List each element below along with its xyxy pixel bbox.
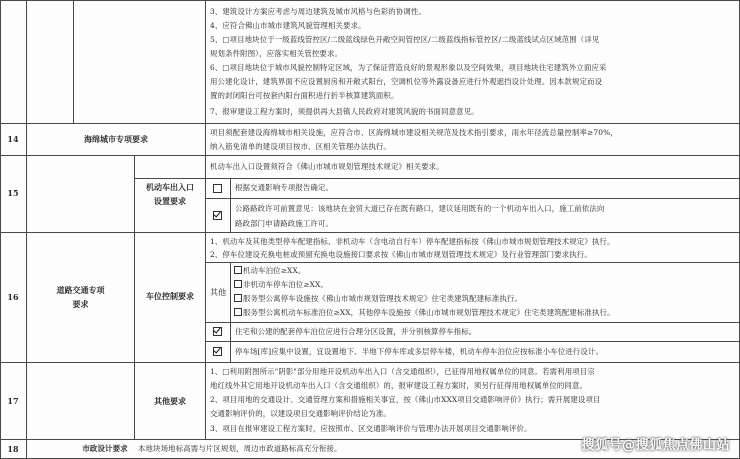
requirement-line: 2、停车位建设充换电桩或预留充换电设施接口要求按《佛山市城市规划管理技术规定》及行业管理部门要求执行。 <box>210 250 592 259</box>
option-checkbox-checked[interactable] <box>213 327 222 336</box>
other-item: 机动车泊位≥XX。 <box>234 265 305 276</box>
grid-line <box>205 198 740 199</box>
requirement-line: 地红线外其它用地开设机动车出入口（含交通组织）的，报审建设工程方案时，须另行征得用地权属单位的同意。 <box>210 381 588 390</box>
grid-line <box>0 0 1 459</box>
requirement-line: 5、□项目地块位于一级蓝线管控区/二级蓝线绿色开敞空间管控区/二级蓝线指标管控区/二级蓝线试点区域范围（详见 <box>210 35 600 44</box>
option-checkbox-checked[interactable] <box>213 347 222 356</box>
option-text: 路政部门申请路政施工许可。 <box>235 219 334 228</box>
requirement-line: 3、项目在报审建设工程方案时，应按照市、区交通影响评价与管理办法开展项目交通影响评价。 <box>210 424 532 433</box>
grid-line <box>0 362 740 363</box>
requirement-line: 6、□项目地块位于城市风貌控制特定区域，为了保证营造良好的景观形象以及空间效果，项目地块住宅建筑外立面应采 <box>210 63 607 72</box>
requirement-line: 交通影响评价的，以建设项目交通影响评价结论为准。 <box>210 409 391 418</box>
other-item: 非机动车停车泊位≥XX。 <box>234 279 328 290</box>
row-number: 14 <box>7 134 19 144</box>
option-text: 根据交通影响专项报告确定。 <box>235 183 334 192</box>
row-number: 18 <box>7 444 19 454</box>
watermark: 搜狐号@搜狐焦点佛山站 <box>581 438 730 453</box>
other-item: 服务型公寓机动车标准泊位≥XX，其他停车设施按《佛山市城市规划管理技术规定》住宅类建筑配建标准执行。 <box>234 307 615 318</box>
option-checkbox-checked[interactable] <box>213 211 222 220</box>
requirement-line: 2、项目用地的交通设计、交通管理方案和措施相关事宜，按《佛山市XXX项目交通影响评价》执行；需开展建设项目 <box>210 395 601 404</box>
requirement-line: 纳入筋免清单的建设项目按市、区相关管理办法执行。 <box>210 142 391 151</box>
grid-line <box>26 0 27 459</box>
grid-line <box>0 232 740 233</box>
sub-category-label: 机动车出入口 <box>146 182 194 192</box>
grid-line <box>0 155 740 156</box>
other-label: 其他 <box>210 288 227 297</box>
row-number: 17 <box>7 396 19 406</box>
other-item: 服务型公寓停车设施按《佛山市城市规划管理技术规定》住宅类建筑配建标准执行。 <box>234 293 522 304</box>
requirement-line: 3、建筑设计方案应考虑与周边建筑及城市风格与色彩的协调性。 <box>210 7 426 16</box>
requirement-line: 4、应符合佛山市城市建筑风貌管理相关要求。 <box>210 21 366 30</box>
requirement-line: 规划条件附图），应落实相关管控要求。 <box>210 49 343 58</box>
requirement-line: 本地块场地标高需与片区规划，周边市政道路标高充分衔接。 <box>138 444 342 453</box>
requirement-line: 1、机动车及其他类型停车配建指标、非机动车（含电动自行车）停车配建指标按《佛山市城市规划管理技术规定》执行。 <box>210 237 615 246</box>
requirement-line: 用公建化设计，建筑界面不应设置厨房和开敞式阳台，空调机位等外露设备应进行外观遮挡设计处理。因本款规定而设 <box>210 77 603 86</box>
option-text: 公路路政许可前置意见：该地块在金贸大道已存在既有路口，建议延用既有的一个机动车出入口，施工前依法向 <box>235 204 605 213</box>
grid-line <box>73 0 74 123</box>
grid-line <box>134 178 740 179</box>
grid-line <box>0 123 740 124</box>
option-text: 住宅和公建的配套停车泊位应进行合理分区设置，并分别核算停车指标。 <box>235 327 477 336</box>
requirement-line: 7、报审建设工程方案时，须提供再大县镇人民政府对建筑风貌的书面同意意见。 <box>210 107 479 116</box>
inline-checkbox-icon[interactable] <box>234 266 242 274</box>
inline-checkbox-icon[interactable] <box>234 308 242 316</box>
option-checkbox[interactable] <box>213 184 222 193</box>
option-text: 停车场[库]应集中设置，宜设置地下、半地下停车库或多层停车楼，机动车停车泊位应按标准小车位进行设计。 <box>235 347 604 356</box>
grid-line <box>205 0 206 439</box>
inline-checkbox-icon[interactable] <box>234 294 242 302</box>
grid-line <box>205 262 740 263</box>
group-category-label: 道路交通专项 <box>56 285 105 295</box>
row-category-label: 海绵城市专项要求 <box>84 134 148 144</box>
group-category-label: 要求 <box>72 299 89 309</box>
requirement-line: 1、□利用附图所示"阴影"部分用地开设机动车出入口（含交通组织），已征得用地权属单位的同意。若需利用项目宗 <box>210 367 595 376</box>
row-number: 15 <box>7 188 19 198</box>
sub-category-label: 车位控制要求 <box>146 291 194 301</box>
inline-checkbox-icon[interactable] <box>234 280 242 288</box>
grid-line <box>205 341 740 342</box>
row-category-label: 市政设计要求 <box>82 444 128 453</box>
grid-line <box>0 0 740 1</box>
grid-line <box>230 262 231 362</box>
grid-line <box>205 322 740 323</box>
row-number: 16 <box>7 292 19 302</box>
sub-category-label: 设置要求 <box>154 196 186 206</box>
requirement-line: 置的封闭阳台可按套内阳台面积进行折半核算建筑面积。 <box>210 91 399 100</box>
sub-category-label: 其他要求 <box>154 396 186 406</box>
grid-line <box>230 178 231 232</box>
requirement-line: 项目须配套建设海绵城市相关设施，应符合市、区海绵城市建设相关规范及技术指引要求，雨水年径流总量控制率≥70%， <box>210 128 618 137</box>
requirement-line: 机动车出入口设置须符合《佛山市城市规划管理技术规定》相关要求。 <box>210 162 444 171</box>
